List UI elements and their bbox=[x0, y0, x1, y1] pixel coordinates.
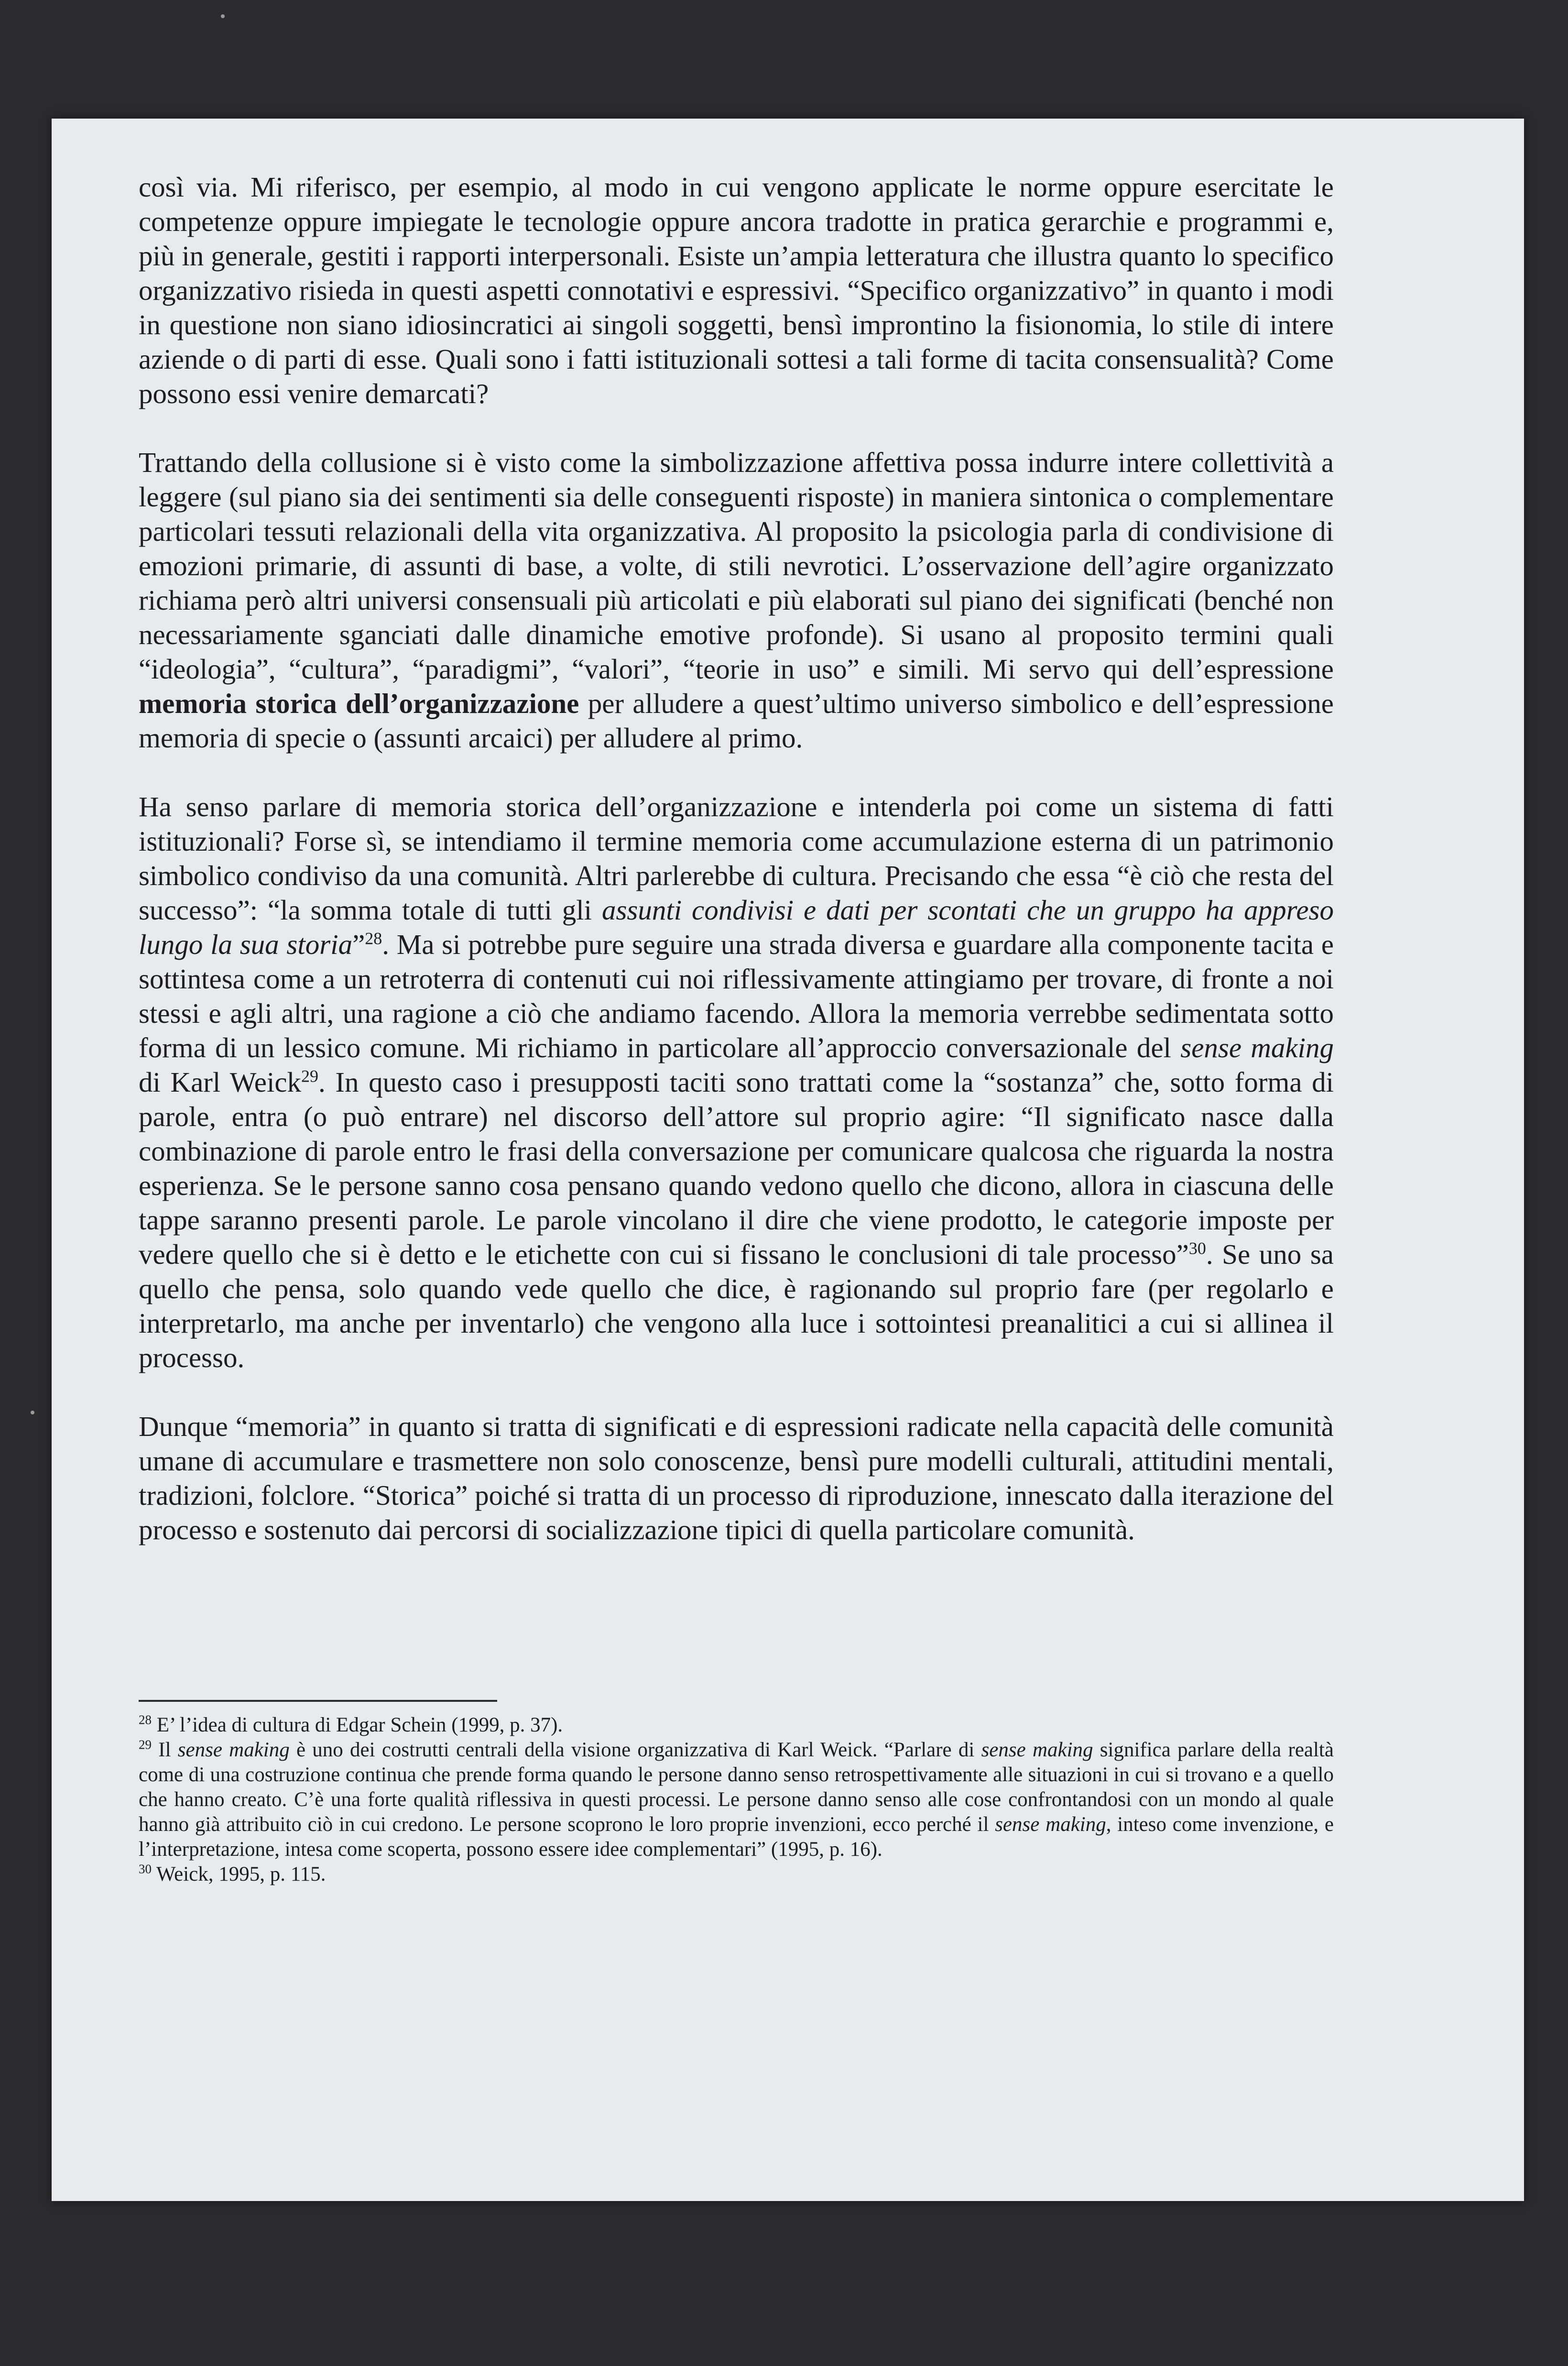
paragraph-3-text-f: . Se uno sa quello che pensa, solo quando vede quello che dice, è ragionando sul proprio fare (per regolarlo e interpretarlo, ma anche per inventarlo) che vengono alla luce i sottointesi preanalitici a cui si allinea il processo. bbox=[139, 1238, 1334, 1373]
paragraph-3-italic-quote: assunti condivisi e dati per scontati che un gruppo ha appreso lungo la sua storia bbox=[139, 894, 1334, 960]
footnotes bbox=[139, 1713, 1334, 1887]
footnote-30-text: Weick, 1995, p. 115. bbox=[152, 1863, 326, 1885]
paragraph-3-text-d: di Karl Weick bbox=[139, 1066, 302, 1098]
footnote-29-text-d: , inteso come invenzione, e l’interpretazione, intesa come scoperta, possono essere idee complementari” (1995, p. 16). bbox=[139, 1813, 1334, 1861]
page-body bbox=[139, 170, 1334, 1547]
paragraph-2-text-b: per alludere a quest’ultimo universo simbolico e dell’espressione memoria di specie o (assunti arcaici) per alludere al primo. bbox=[139, 688, 1334, 754]
footnote-29-text-a: Il bbox=[152, 1739, 178, 1761]
footnote-29-text-c: significa parlare della realtà come di una costruzione continua che prende forma quando le persone danno senso retrospettivamente alle situazioni in cui si trovano e a quello che hanno creato. C’è una forte qualità riflessiva in questi processi. Le persone danno senso alle cose confrontandosi con un mondo al quale hanno già attribuito ciò in cui credono. Le persone scoprono le loro proprie invenzioni, ecco perché il bbox=[139, 1739, 1334, 1836]
footnote-29 bbox=[139, 1738, 1334, 1862]
footnote-28-text: E’ l’idea di cultura di Edgar Schein (1999, p. 37). bbox=[152, 1714, 563, 1736]
footnote-separator bbox=[139, 1700, 497, 1702]
footnote-29-italic-3: sense making bbox=[995, 1813, 1106, 1836]
footnote-ref-28: 28 bbox=[365, 929, 382, 948]
dust-speck bbox=[31, 1411, 34, 1414]
footnote-ref-30: 30 bbox=[1188, 1238, 1206, 1258]
paragraph-3-quote-close: ” bbox=[352, 929, 365, 960]
footnote-29-text-b: è uno dei costrutti centrali della visione organizzativa di Karl Weick. “Parlare di bbox=[289, 1739, 981, 1761]
paragraph-1 bbox=[139, 170, 1334, 411]
footnote-28 bbox=[139, 1713, 1334, 1738]
paragraph-4-text: Dunque “memoria” in quanto si tratta di significati e di espressioni radicate nella capacità delle comunità umane di accumulare e trasmettere non solo conoscenze, bensì pure modelli culturali, attitudini mentali, tradizioni, folclore. “Storica” poiché si tratta di un processo di riproduzione, innescato dalla iterazione del processo e sostenuto dai percorsi di socializzazione tipici di quella particolare comunità. bbox=[139, 1411, 1334, 1545]
footnote-30 bbox=[139, 1862, 1334, 1887]
footnote-29-italic-1: sense making bbox=[177, 1739, 290, 1761]
paragraph-2-text-a: Trattando della collusione si è visto come la simbolizzazione affettiva possa indurre intere collettività a leggere (sul piano sia dei sentimenti sia delle conseguenti risposte) in maniera sintonica o complementare particolari tessuti relazionali della vita organizzativa. Al proposito la psicologia parla di condivisione di emozioni primarie, di assunti di base, a volte, di stili nevrotici. L’osservazione dell’agire organizzato richiama però altri universi consensuali più articolati e più elaborati sul piano dei significati (benché non necessariamente sganciati dalle dinamiche emotive profonde). Si usano al proposito termini quali “ideologia”, “cultura”, “paradigmi”, “valori”, “teorie in uso” e simili. Mi servo qui dell’espressione bbox=[139, 447, 1334, 685]
paragraph-4 bbox=[139, 1409, 1334, 1547]
footnote-28-number: 28 bbox=[139, 1712, 152, 1727]
footnote-ref-29: 29 bbox=[301, 1066, 319, 1086]
paragraph-3-italic-sense-making: sense making bbox=[1180, 1032, 1334, 1063]
paragraph-3 bbox=[139, 789, 1334, 1375]
footnote-30-number: 30 bbox=[139, 1862, 152, 1876]
paragraph-2-bold-term: memoria storica dell’organizzazione bbox=[139, 688, 579, 719]
paragraph-3-text-a: Ha senso parlare di memoria storica dell’organizzazione e intenderla poi come un sistema di fatti istituzionali? Forse sì, se intendiamo il termine memoria come accumulazione esterna di un patrimonio simbolico condiviso da una comunità. Altri parlerebbe di cultura. Precisando che essa “è ciò che resta del successo”: “la somma totale di tutti gli bbox=[139, 791, 1334, 926]
paragraph-1-text: così via. Mi riferisco, per esempio, al modo in cui vengono applicate le norme oppure esercitate le competenze oppure impiegate le tecnologie oppure ancora tradotte in pratica gerarchie e programmi e, più in generale, gestiti i rapporti interpersonali. Esiste un’ampia letteratura che illustra quanto lo specifico organizzativo risieda in questi aspetti connotativi e espressivi. “Specifico organizzativo” in quanto i modi in questione non siano idiosincratici ai singoli soggetti, bensì improntino la fisionomia, lo stile di intere aziende o di parti di esse. Quali sono i fatti istituzionali sottesi a tali forme di tacita consensualità? Come possono essi venire demarcati? bbox=[139, 171, 1334, 409]
footnote-29-number: 29 bbox=[139, 1737, 152, 1752]
footnote-29-italic-2: sense making bbox=[981, 1739, 1093, 1761]
paragraph-2 bbox=[139, 445, 1334, 755]
paragraph-3-text-c: . Ma si potrebbe pure seguire una strada diversa e guardare alla componente tacita e sottintesa come a un retroterra di contenuti cui noi riflessivamente attingiamo per trovare, di fronte a noi stessi e agli altri, una ragione a ciò che andiamo facendo. Allora la memoria verrebbe sedimentata sotto forma di un lessico comune. Mi richiamo in particolare all’approccio conversazionale del bbox=[139, 929, 1334, 1063]
paragraph-3-text-e: . In questo caso i presupposti taciti sono trattati come la “sostanza” che, sotto forma di parole, entra (o può entrare) nel discorso dell’attore sul proprio agire: “Il significato nasce dalla combinazione di parole entro le frasi della conversazione per comunicare qualcosa che riguarda la nostra esperienza. Se le persone sanno cosa pensano quando vedono quello che dicono, allora in ciascuna delle tappe saranno presenti parole. Le parole vincolano il dire che viene prodotto, le categorie imposte per vedere quello che si è detto e le etichette con cui si fissano le conclusioni di tale processo” bbox=[139, 1066, 1334, 1270]
dust-speck bbox=[221, 14, 225, 18]
